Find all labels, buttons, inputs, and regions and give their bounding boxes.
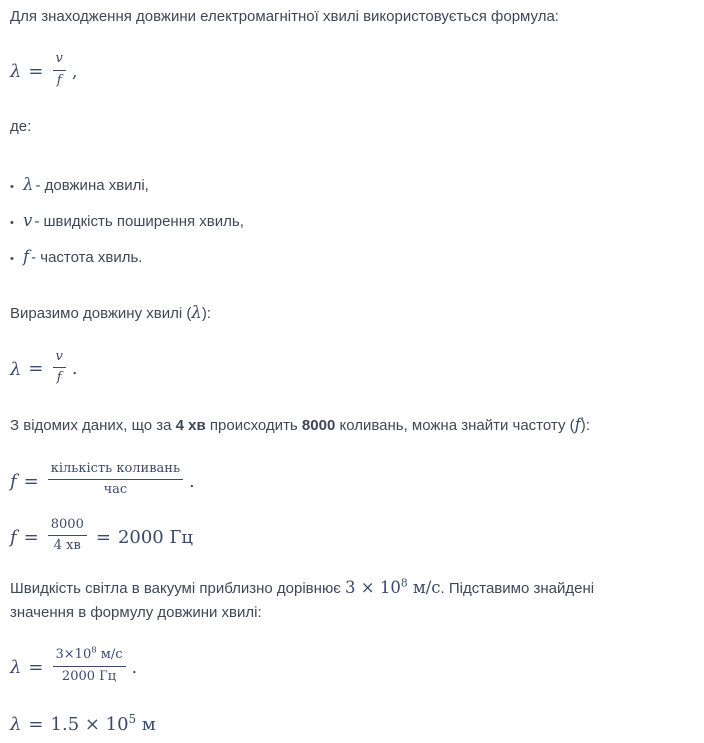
math-expression <box>10 711 156 735</box>
formula-wavelength-definition <box>10 53 694 91</box>
equals-sign: = <box>28 358 44 380</box>
text-segment: Виразимо довжину хвилі ( <box>10 305 192 322</box>
fraction <box>53 349 66 387</box>
f-symbol: f <box>10 526 17 548</box>
bullet-icon: • <box>10 181 14 193</box>
formula-result <box>10 705 694 743</box>
bold-value: 8000 <box>301 417 336 435</box>
text-segment: происходить <box>205 417 302 435</box>
text-segment: ): <box>201 305 211 322</box>
v-symbol: v <box>23 211 33 230</box>
math-base: 1.5 × 10 <box>50 713 129 735</box>
text-segment: . Підставимо знайдені <box>440 579 595 597</box>
equals-sign: = <box>28 657 44 679</box>
speed-value <box>345 578 441 597</box>
equals-sign: = <box>28 61 44 82</box>
math-expression <box>10 645 138 687</box>
lambda-symbol: λ <box>191 303 202 322</box>
formula-frequency-calculation <box>10 519 694 557</box>
text-segment: значення в формулу довжини хвилі: <box>10 604 262 622</box>
fraction-numerator: 8000 <box>48 517 87 536</box>
formula-frequency-definition <box>10 463 694 501</box>
result-value <box>50 711 156 735</box>
f-symbol: f <box>10 470 17 492</box>
known-data-paragraph <box>10 412 694 438</box>
exponent: 8 <box>91 645 97 656</box>
math-base: 3×10 <box>55 647 92 663</box>
lambda-symbol: λ <box>23 175 34 194</box>
math-unit: м/с <box>407 577 441 597</box>
math-expression <box>10 53 78 91</box>
fraction-denominator: f <box>56 369 62 385</box>
fraction-denominator: f <box>56 72 62 88</box>
where-label: де: <box>10 118 32 135</box>
bullet-icon: • <box>10 253 14 265</box>
punctuation: . <box>131 657 138 679</box>
f-symbol: f <box>574 415 581 435</box>
fraction <box>53 51 66 89</box>
math-expression <box>10 348 78 389</box>
fraction <box>53 647 126 685</box>
intro-paragraph: Для знаходження довжини електромагнітної хвилі використовується формула: <box>10 8 559 25</box>
lambda-symbol: λ <box>10 657 22 679</box>
lambda-symbol: λ <box>10 61 22 82</box>
speed-of-light-paragraph <box>10 575 694 625</box>
text-segment: З відомих даних, що за <box>10 417 176 435</box>
definition-text: - частота хвиль. <box>31 249 143 266</box>
definitions-list <box>10 168 694 276</box>
punctuation: , <box>71 61 78 82</box>
math-base: 3 × 10 <box>345 577 401 597</box>
math-unit: м <box>136 713 156 735</box>
list-item <box>10 204 694 240</box>
definition-text: - довжина хвилі, <box>35 177 149 194</box>
math-unit: м/с <box>96 647 123 663</box>
bold-value: 4 хв <box>175 417 206 435</box>
fraction-denominator: 2000 Гц <box>61 668 117 684</box>
text-segment: ): <box>580 417 590 435</box>
fraction-denominator: 4 хв <box>53 538 81 554</box>
equals-sign: = <box>23 526 39 548</box>
definition-text: - швидкість поширення хвиль, <box>34 213 244 230</box>
formula-wavelength-expressed <box>10 350 694 388</box>
fraction <box>48 517 87 555</box>
math-expression <box>10 519 193 557</box>
exponent: 8 <box>400 576 408 590</box>
text-segment: Швидкість світла в вакуумі приблизно дорівнює <box>10 579 346 597</box>
fraction-numerator: v <box>53 349 66 368</box>
lambda-symbol: λ <box>10 713 22 735</box>
fraction-denominator: час <box>103 482 128 498</box>
equals-sign: = <box>95 526 111 548</box>
list-item <box>10 240 694 276</box>
express-paragraph <box>10 300 694 326</box>
fraction <box>48 461 183 499</box>
f-symbol: f <box>23 247 30 266</box>
equals-sign: = <box>28 713 44 735</box>
formula-wavelength-calculation <box>10 645 694 687</box>
bullet-icon: • <box>10 217 14 229</box>
equals-sign: = <box>23 470 39 492</box>
punctuation: . <box>189 470 195 492</box>
punctuation: . <box>71 358 78 380</box>
text-segment: коливань, можна знайти частоту ( <box>335 417 575 435</box>
math-expression <box>10 463 195 501</box>
fraction-numerator: v <box>53 51 66 70</box>
frequency-result: 2000 Гц <box>117 526 193 548</box>
lambda-symbol: λ <box>10 358 22 380</box>
exponent: 5 <box>128 711 137 726</box>
fraction-numerator: кількість коливань <box>48 461 183 480</box>
list-item <box>10 168 694 204</box>
fraction-numerator <box>53 647 126 666</box>
